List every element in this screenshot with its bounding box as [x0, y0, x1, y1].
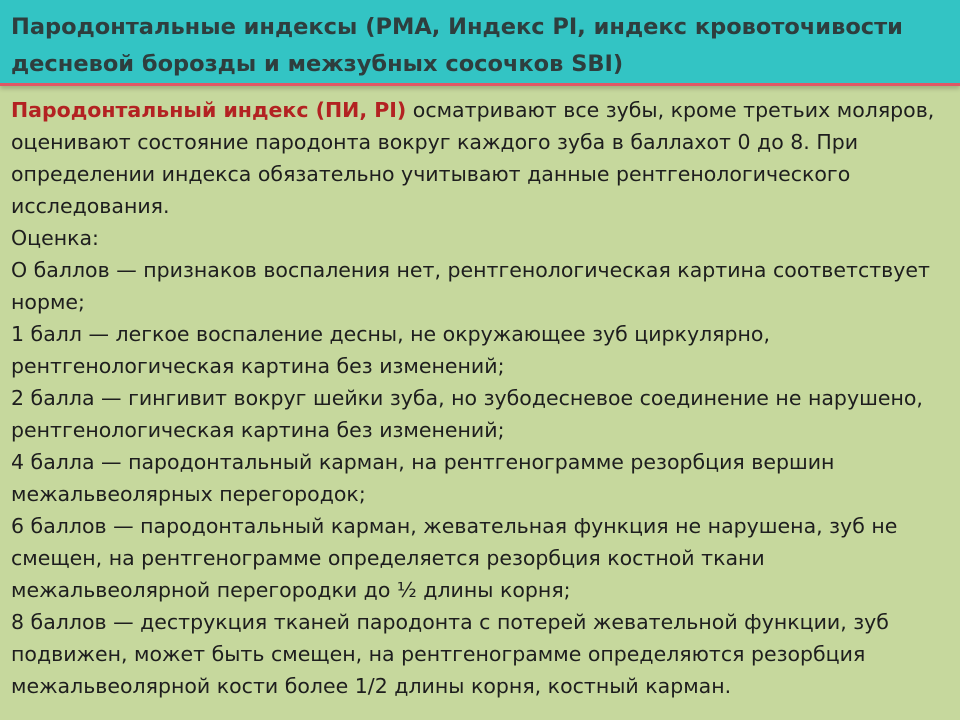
index-term: Пародонтальный индекс (ПИ, PI)	[11, 98, 407, 122]
slide-title: Пародонтальные индексы (РМА, Индекс PI, индекс кровоточивости десневой борозды и межзубных сосочков SBI)	[11, 14, 903, 77]
rating-label: Оценка:	[11, 226, 99, 250]
score-item-8: 8 баллов — деструкция тканей пародонта с потерей жевательной функции, зуб подвижен, может быть смещен, на рентгенограмме определяются резорбция межальвеолярной кости более 1/2 длины корня, костный карман.	[11, 610, 889, 698]
title-bar	[0, 0, 960, 86]
slide-body	[11, 94, 951, 702]
score-item-1: 1 балл — легкое воспаление десны, не окружающее зуб циркулярно, рентгенологическая картина без изменений;	[11, 322, 770, 378]
score-item-4: 4 балла — пародонтальный карман, на рентгенограмме резорбция вершин межальвеолярных перегородок;	[11, 450, 835, 506]
score-item-2: 2 балла — гингивит вокруг шейки зуба, но зубодесневое соединение не нарушено, рентгенологическая картина без изменений;	[11, 386, 923, 442]
score-item-6: 6 баллов — пародонтальный карман, жевательная функция не нарушена, зуб не смещен, на рентгенограмме определяется резорбция костной ткани межальвеолярной перегородки до ½ длины корня;	[11, 514, 898, 602]
intro-text: осматривают все зубы, кроме третьих моляров, оценивают состояние пародонта вокруг каждого зуба в баллахот 0 до 8. При определении индекса обязательно учитывают данные рентгенологического исследования.	[11, 98, 935, 218]
intro-paragraph	[11, 94, 951, 222]
score-item-0: О баллов — признаков воспаления нет, рентгенологическая картина соответствует норме;	[11, 258, 930, 314]
